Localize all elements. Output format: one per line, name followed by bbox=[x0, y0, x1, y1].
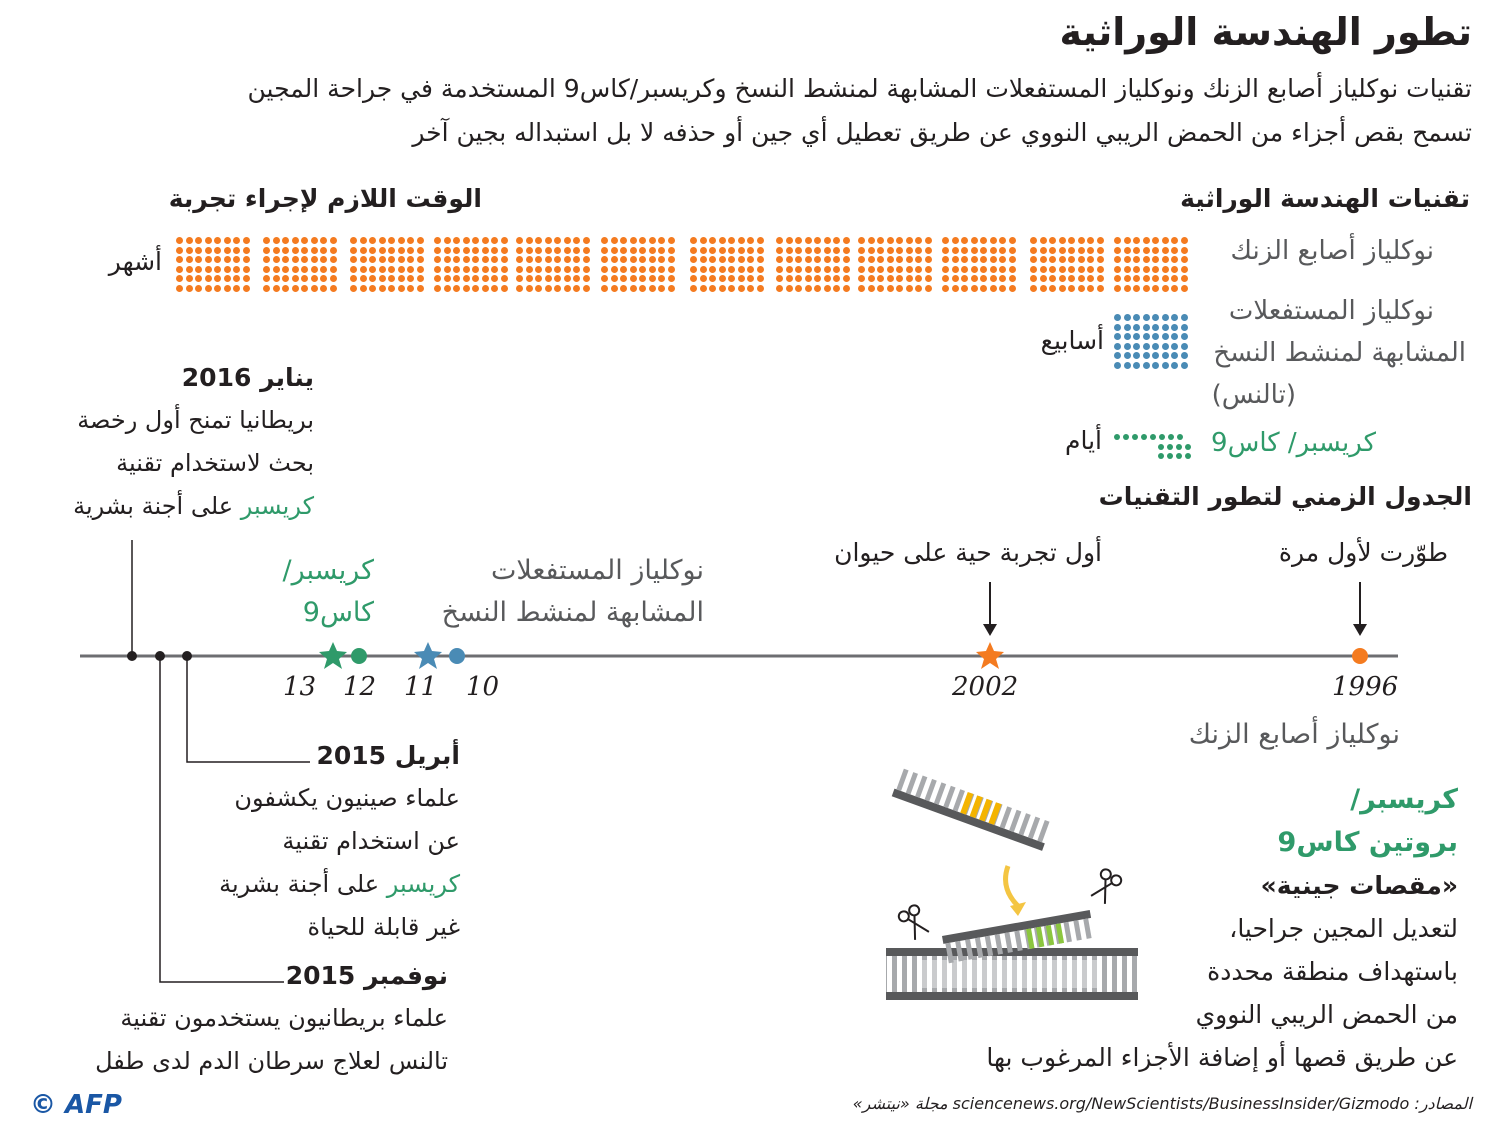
event-jan2016-line3 bbox=[14, 485, 314, 528]
dna-strand bbox=[886, 948, 1138, 1000]
year-13: 13 bbox=[283, 672, 317, 702]
scissors-icon-right bbox=[1088, 868, 1123, 906]
event-jan2016-line2: بحث لاستخدام تقنية bbox=[116, 449, 314, 477]
label-first-developed: طوّرت لأول مرة bbox=[1278, 538, 1448, 567]
guide-rna bbox=[892, 768, 1053, 851]
marker-talen-2011-star bbox=[414, 642, 442, 669]
crispr-explainer-line-4: عن طريق قصها أو إضافة الأجزاء المرغوب بها bbox=[986, 1043, 1458, 1072]
crispr-explainer-title-3: «مقصات جينية» bbox=[1260, 871, 1458, 900]
event-apr2015-line2: عن استخدام تقنية bbox=[282, 827, 460, 855]
event-apr2015-date: أبريل 2015 bbox=[316, 741, 460, 770]
marker-crispr-2013-star bbox=[319, 642, 347, 669]
event-nov2015 bbox=[8, 954, 448, 1083]
label-talen-line-1: نوكلياز المستفعلات bbox=[490, 555, 704, 586]
marker-talen-2010 bbox=[449, 648, 465, 664]
event-apr2015-crispr: كريسبر bbox=[386, 870, 460, 898]
crispr-explainer-line-2: باستهداف منطقة محددة bbox=[1207, 957, 1458, 986]
crispr-explainer-title-1: كريسبر/ bbox=[1350, 784, 1458, 815]
techniques-header: تقنيات الهندسة الوراثية bbox=[1180, 184, 1470, 213]
crispr-time-unit: أيام bbox=[1065, 426, 1102, 455]
event-jan2016-date: يناير 2016 bbox=[181, 363, 314, 392]
crispr-explainer-line-3: من الحمض الريبي النووي bbox=[1195, 1000, 1458, 1029]
label-crispr-line-2: كاس9 bbox=[302, 597, 374, 628]
arrowhead-1996 bbox=[1353, 624, 1367, 636]
event-nov2015-date: نوفمبر 2015 bbox=[285, 961, 448, 990]
subtitle-line-1: تقنيات نوكلياز أصابع الزنك ونوكلياز المستفعلات المشابهة لمنشط النسخ وكريسبر/كاس9 المستخدمة في جراحة المجين bbox=[247, 74, 1472, 103]
event-jan2016-line1: بريطانيا تمنح أول رخصة bbox=[77, 406, 314, 434]
time-header: الوقت اللازم لإجراء تجربة bbox=[168, 184, 482, 213]
marker-crispr-2012 bbox=[351, 648, 367, 664]
year-10: 10 bbox=[466, 672, 500, 702]
year-12: 12 bbox=[343, 672, 377, 702]
page-title: تطور الهندسة الوراثية bbox=[1059, 10, 1472, 54]
marker-2002-star bbox=[976, 642, 1004, 669]
event-jan2016 bbox=[14, 356, 314, 528]
zinc-time-unit: أشهر bbox=[108, 247, 162, 276]
event-jan2016-crispr: كريسبر bbox=[240, 492, 314, 520]
year-1996: 1996 bbox=[1332, 672, 1399, 702]
event-apr2015-line3-rest: على أجنة بشرية bbox=[219, 870, 387, 898]
technique-talen-line-1: نوكلياز المستفعلات bbox=[1228, 296, 1434, 326]
label-zinc-finger-timeline: نوكلياز أصابع الزنك bbox=[1188, 719, 1400, 750]
label-crispr-line-1: كريسبر/ bbox=[282, 555, 374, 586]
event-apr2015-line1: علماء صينيون يكشفون bbox=[234, 784, 460, 812]
scissors-icon-left bbox=[897, 904, 932, 942]
technique-talen-line-2: المشابهة لمنشط النسخ bbox=[1213, 338, 1466, 368]
event-apr2015-line3 bbox=[140, 863, 460, 906]
technique-zinc-finger: نوكلياز أصابع الزنك bbox=[1230, 236, 1434, 266]
source-note: المصادر: sciencenews.org/NewScientists/BusinessInsider/Gizmodo مجلة «نيتشر» bbox=[852, 1094, 1472, 1113]
label-first-live-test: أول تجربة حية على حيوان bbox=[834, 538, 1102, 567]
technique-talen-line-3: (تالنس) bbox=[1211, 380, 1296, 410]
talen-time-unit: أسابيع bbox=[1040, 326, 1104, 355]
year-11: 11 bbox=[404, 672, 438, 702]
crispr-illustration bbox=[880, 756, 1150, 1006]
timeline-header: الجدول الزمني لتطور التقنيات bbox=[1098, 482, 1472, 511]
crispr-explainer-title-2: بروتين كاس9 bbox=[1277, 827, 1458, 858]
technique-crispr: كريسبر/ كاس9 bbox=[1211, 428, 1376, 458]
year-2002: 2002 bbox=[952, 672, 1019, 702]
label-talen-line-2: المشابهة لمنشط النسخ bbox=[441, 597, 704, 628]
insert-arrow bbox=[1006, 866, 1018, 906]
crispr-explainer-line-1: لتعديل المجين جراحيا، bbox=[1229, 914, 1458, 943]
subtitle-line-2: تسمح بقص أجزاء من الحمض الريبي النووي عن طريق تعطيل أي جين أو حذفه لا بل استبداله بجين آخر bbox=[412, 118, 1472, 147]
event-nov2015-line1: علماء بريطانيون يستخدمون تقنية bbox=[120, 1004, 448, 1032]
event-apr2015-line4: غير قابلة للحياة bbox=[307, 913, 460, 941]
insert-arrowhead bbox=[1010, 902, 1026, 916]
event-apr2015 bbox=[140, 734, 460, 949]
event-nov2015-line2: تالنس لعلاج سرطان الدم لدى طفل bbox=[95, 1047, 448, 1075]
event-jan2016-line3-rest: على أجنة بشرية bbox=[73, 492, 241, 520]
marker-1996 bbox=[1352, 648, 1368, 664]
arrowhead-2002 bbox=[983, 624, 997, 636]
afp-logo: © AFP bbox=[30, 1090, 122, 1120]
